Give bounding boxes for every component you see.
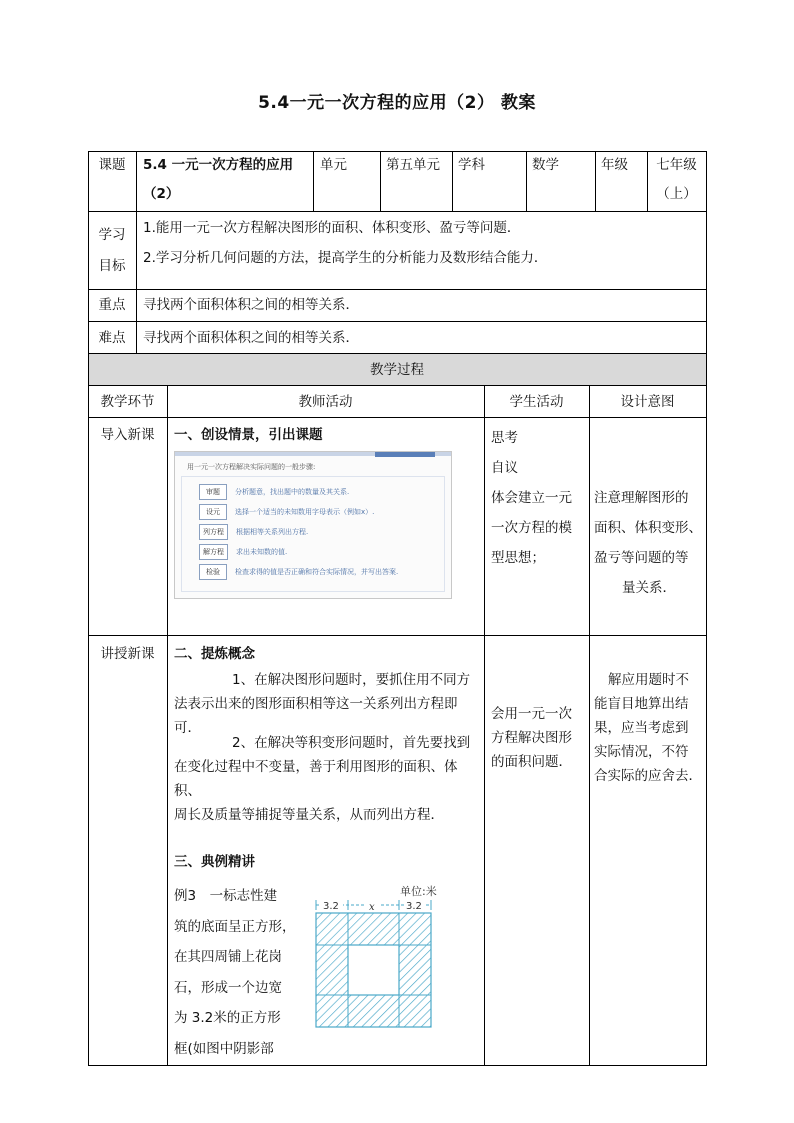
difficulty-text: 寻找两个面积体积之间的相等关系． (143, 330, 359, 346)
table-border-top (88, 151, 707, 152)
col-divider (595, 151, 596, 211)
unit-label: 单位:米 (400, 885, 437, 898)
step-row: 设元 选择一个适当的未知数用字母表示（例如x）. (199, 504, 374, 518)
col-teacher: 教师活动 (298, 394, 353, 410)
grade-value-cont: （上） (656, 186, 697, 202)
row-divider (88, 635, 707, 636)
row-divider (88, 353, 707, 354)
intro-student: 思考 自议 体会建立一元 一次方程的模 型思想； (491, 430, 572, 566)
col-divider (136, 151, 137, 354)
screenshot-bar-accent (375, 452, 435, 457)
concept-paragraph-2: 2、在解决等积变形问题时，首先要找到 在变化过程中不变量，善于利用图形的面积、体积、 周长及质量等捕捉等量关系，从而列出方程． (174, 735, 471, 823)
col-divider (313, 151, 314, 211)
dim-mid-label: x (369, 902, 375, 913)
unit-value: 第五单元 (386, 157, 440, 173)
teach-stage: 讲授新课 (100, 646, 155, 662)
steps-screenshot (174, 451, 452, 599)
example-text: 例3 一标志性建 筑的底面呈正方形， 在其四周铺上花岗 石，形成一个边宽 为 3.2米的正方形 框(如图中阴影部 (174, 888, 296, 1057)
document-title: 5.4一元一次方程的应用（2） 教案 (258, 93, 536, 113)
concept-paragraph-1: 1、在解决图形问题时，要抓住用不同方 法表示出来的图形面积相等这一关系列出方程即 可． (174, 672, 471, 736)
key-label: 重点 (98, 297, 126, 313)
row-divider (88, 417, 707, 418)
col-divider (167, 385, 168, 1066)
example-heading: 三、典例精讲 (174, 854, 255, 870)
dim-right-label: 3.2 (406, 901, 422, 912)
topic-value-cont: （2） (143, 186, 180, 202)
goal-item: 2.学习分析几何问题的方法，提高学生的分析能力及数形结合能力． (143, 250, 548, 266)
col-divider (526, 151, 527, 211)
topic-label: 课题 (98, 157, 126, 173)
table-border-left (88, 151, 89, 1066)
col-stage: 教学环节 (100, 394, 155, 410)
row-divider (88, 385, 707, 386)
intro-stage: 导入新课 (100, 427, 155, 443)
dim-left-label: 3.2 (323, 901, 339, 912)
steps-heading: 用一元一次方程解决实际问题的一般步骤: (187, 463, 316, 471)
col-student: 学生活动 (509, 394, 564, 410)
step-row: 审题 分析题意，找出题中的数量及其关系. (199, 484, 349, 498)
goal-item: 1.能用一元一次方程解决图形的面积、体积变形、盈亏等问题． (143, 220, 521, 236)
col-divider (380, 151, 381, 211)
col-intent: 设计意图 (620, 394, 675, 410)
row-divider (88, 289, 707, 290)
subject-value: 数学 (532, 157, 559, 173)
goals-label: 学习 (98, 227, 126, 243)
row-divider (88, 211, 707, 212)
grade-value: 七年级 (656, 157, 697, 173)
concept-heading: 二、提炼概念 (174, 646, 255, 662)
step-row: 列方程 根据相等关系列出方程. (199, 524, 308, 538)
teach-intent: 解应用题时不 能盲目地算出结 果，应当考虑到 实际情况，不符 合实际的应舍去． (594, 672, 702, 784)
intro-intent: 注意理解图形的 面积、体积变形、 盈亏等问题的等 量关系． (594, 490, 702, 596)
row-divider (88, 321, 707, 322)
grade-label: 年级 (601, 157, 628, 173)
intro-heading: 一、创设情景，引出课题 (174, 427, 323, 443)
col-divider (589, 385, 590, 1066)
table-border-right (706, 151, 707, 1066)
teach-student: 会用一元一次 方程解决图形 的面积问题． (491, 706, 572, 770)
process-title: 教学过程 (370, 362, 424, 378)
key-text: 寻找两个面积体积之间的相等关系． (143, 297, 359, 313)
table-border-bottom (88, 1065, 707, 1066)
col-divider (484, 385, 485, 1066)
inner-square (348, 945, 399, 995)
goals-label-cont: 目标 (98, 258, 126, 274)
unit-label: 单元 (320, 157, 347, 173)
col-divider (452, 151, 453, 211)
step-row: 检验 检查求得的值是否正确和符合实际情况，并写出答案. (199, 564, 398, 578)
difficulty-label: 难点 (98, 330, 126, 346)
square-frame-figure (310, 883, 438, 1031)
topic-value: 5.4 一元一次方程的应用 (143, 157, 294, 173)
step-row: 解方程 求出未知数的值. (199, 544, 287, 558)
subject-label: 学科 (458, 157, 485, 173)
